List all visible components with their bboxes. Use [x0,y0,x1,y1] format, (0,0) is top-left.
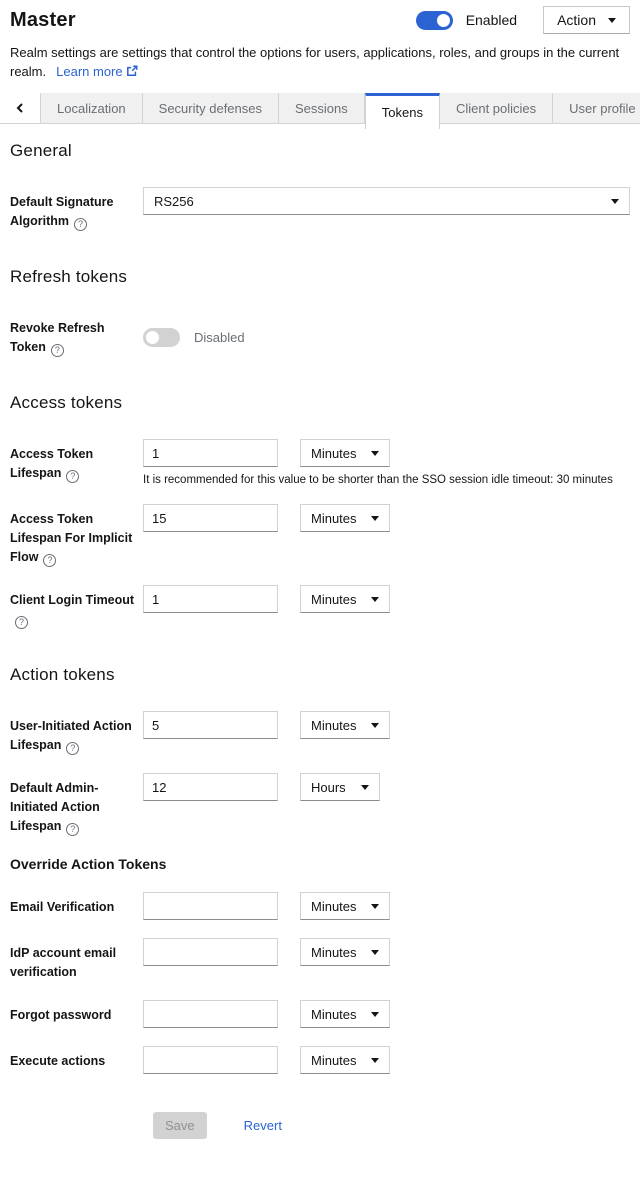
access-token-lifespan-implicit-row [10,504,630,567]
forgot-password-row [10,1000,630,1028]
field-label [10,313,143,357]
caret-down-icon [361,785,369,790]
page-header [0,0,640,81]
field-label-text: Access Token Lifespan For Implicit Flow [10,512,133,564]
field-controls [143,773,630,801]
field-controls [143,504,630,532]
field-label [10,711,143,755]
tab-localization[interactable] [40,93,143,123]
toggle-label: Enabled [465,12,518,28]
revoke-refresh-token-toggle[interactable] [143,328,180,347]
tab-bar [0,93,640,124]
field-column [143,892,630,920]
learn-more-link[interactable] [56,64,137,79]
field-controls [143,938,630,966]
field-label [10,504,143,567]
tab-label: Sessions [295,100,348,116]
field-label-text: User-Initiated Action Lifespan [10,719,132,752]
select-value: Hours [311,779,346,795]
user-initiated-action-lifespan-row [10,711,630,755]
field-column [143,585,630,629]
access-token-lifespan-row [10,439,630,486]
help-icon[interactable]: ? [51,344,64,357]
field-column [143,1046,630,1074]
learn-more-label: Learn more [56,64,123,79]
realm-description [10,43,630,81]
tab-sessions[interactable] [279,93,365,123]
email-verification-input[interactable] [143,892,278,920]
field-label [10,1000,143,1028]
tokens-tab-content [0,141,640,1139]
execute-actions-row [10,1046,630,1074]
field-label-text: Execute actions [10,1054,106,1068]
caret-down-icon [371,950,379,955]
tab-user-profile[interactable] [553,93,640,123]
help-icon[interactable]: ? [43,554,56,567]
refresh-tokens-section-heading: Refresh tokens [10,267,128,286]
field-label-text: Default Signature Algorithm [10,195,114,228]
caret-down-icon [611,199,619,204]
forgot-password-unit-select[interactable] [300,1000,390,1028]
select-value: Minutes [311,1052,357,1068]
title-row [10,6,630,34]
toggle-knob [437,14,450,27]
select-value: Minutes [311,445,357,461]
select-value: Minutes [311,1006,357,1022]
access-token-lifespan-unit-select[interactable] [300,439,390,467]
select-value: RS256 [154,193,194,209]
idp-account-email-verification-row [10,938,630,982]
field-column [143,773,630,836]
caret-down-icon [371,451,379,456]
tab-tokens[interactable] [365,93,440,129]
field-label-text: Client Login Timeout [10,593,135,607]
field-controls [143,1046,630,1074]
field-controls [143,892,630,920]
help-icon[interactable]: ? [15,616,28,629]
field-label-text: Default Admin-Initiated Action Lifespan [10,781,100,833]
tab-label: Tokens [381,105,423,120]
tab-client-policies[interactable] [440,93,553,123]
help-icon[interactable]: ? [66,823,79,836]
field-column [143,504,630,567]
realm-enabled-toggle[interactable] [416,11,453,30]
default-admin-initiated-action-lifespan-unit-select[interactable] [300,773,380,801]
caret-down-icon [371,904,379,909]
form-actions [153,1112,630,1139]
field-label [10,439,143,486]
revert-link[interactable]: Revert [243,1118,282,1133]
tab-label: Security defenses [158,100,262,116]
toggle-state-label: Disabled [194,329,245,345]
field-column [143,439,630,486]
select-value: Minutes [311,717,357,733]
default-signature-algorithm-row [10,187,630,231]
select-value: Minutes [311,898,357,914]
field-controls [143,439,630,467]
general-section-heading: General [10,141,72,160]
action-tokens-section-heading: Action tokens [10,665,115,684]
field-label [10,773,143,836]
field-label-text: IdP account email verification [10,946,117,979]
idp-account-email-verification-input[interactable] [143,938,278,966]
field-label-text: Revoke Refresh Token [10,321,105,354]
access-token-lifespan-implicit-input[interactable] [143,504,278,532]
access-token-lifespan-implicit-unit-select[interactable] [300,504,390,532]
client-login-timeout-unit-select[interactable] [300,585,390,613]
field-column [143,711,630,755]
field-label [10,892,143,920]
field-controls [143,1000,630,1028]
help-icon[interactable]: ? [74,218,87,231]
access-tokens-section-heading: Access tokens [10,393,123,412]
external-link-icon [126,65,138,77]
chevron-left-icon [15,102,25,114]
default-signature-algorithm-select[interactable] [143,187,630,215]
caret-down-icon [371,516,379,521]
client-login-timeout-row [10,585,630,629]
idp-account-email-verification-unit-select[interactable] [300,938,390,966]
help-icon[interactable]: ? [66,470,79,483]
user-initiated-action-lifespan-unit-select[interactable] [300,711,390,739]
field-controls [143,711,630,739]
field-label-text: Email Verification [10,900,115,914]
page-title: Master [10,8,76,31]
field-column [143,187,630,231]
field-column [143,1000,630,1028]
tab-label: Localization [57,100,126,116]
revoke-refresh-token-row [10,313,630,357]
user-initiated-action-lifespan-input[interactable] [143,711,278,739]
field-label [10,187,143,231]
default-admin-initiated-action-lifespan-row [10,773,630,836]
tab-security-defenses[interactable] [143,93,279,123]
field-label [10,585,143,629]
email-verification-row [10,892,630,920]
field-controls [143,585,630,613]
field-column [143,938,630,982]
caret-down-icon [371,597,379,602]
tabs-scroll-left-button[interactable] [0,93,40,123]
default-admin-initiated-action-lifespan-input[interactable] [143,773,278,801]
help-icon[interactable]: ? [66,742,79,755]
email-verification-unit-select[interactable] [300,892,390,920]
caret-down-icon [371,1058,379,1063]
client-login-timeout-input[interactable] [143,585,278,613]
toggle-knob [146,331,159,344]
field-label-text: Access Token Lifespan [10,447,94,480]
field-column [143,313,630,357]
helper-text: It is recommended for this value to be shorter than the SSO session idle timeout: 30 minutes [143,474,613,486]
select-value: Minutes [311,510,357,526]
select-value: Minutes [311,944,357,960]
field-label [10,938,143,982]
tab-label: Client policies [455,100,537,116]
action-dropdown-label: Action [557,12,596,28]
forgot-password-input[interactable] [143,1000,278,1028]
caret-down-icon [371,723,379,728]
caret-down-icon [371,1012,379,1017]
execute-actions-unit-select[interactable] [300,1046,390,1074]
field-label-text: Forgot password [10,1008,112,1022]
field-label [10,1046,143,1074]
tab-label: User profile [569,100,636,116]
action-dropdown-button[interactable] [543,6,630,34]
override-action-tokens-heading: Override Action Tokens [10,856,167,872]
access-token-lifespan-input[interactable] [143,439,278,467]
description-text: Realm settings are settings that control the options for users, applications, roles, and groups in the current realm. [10,45,620,79]
caret-down-icon [608,18,616,23]
save-button[interactable]: Save [153,1112,207,1139]
field-controls [143,187,630,215]
select-value: Minutes [311,591,357,607]
execute-actions-input[interactable] [143,1046,278,1074]
